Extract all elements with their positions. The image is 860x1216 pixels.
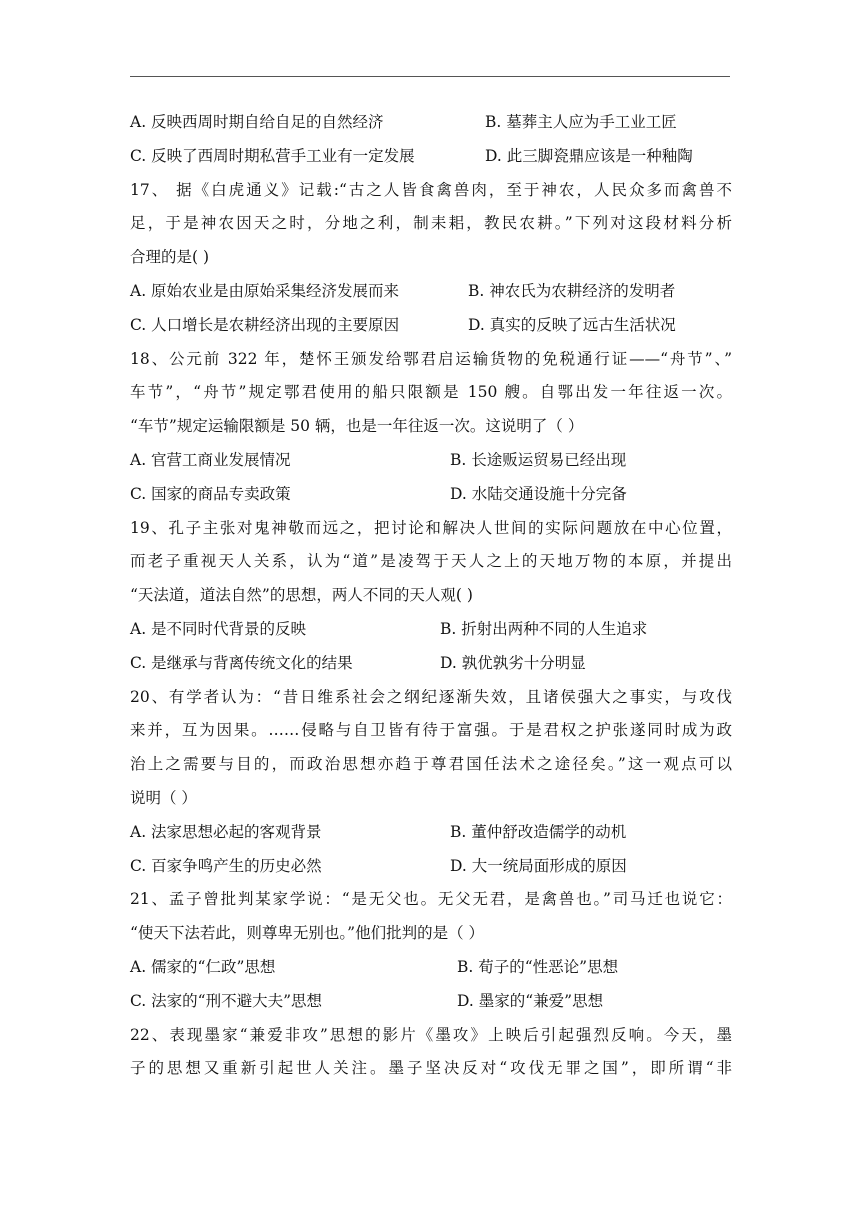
q18-option-b: B. 长途贩运贸易已经出现 <box>450 450 627 469</box>
q18-stem-line-2: 车节”，“舟节”规定鄂君使用的船只限额是 150 艘。自鄂出发一年往返一次。 <box>130 383 732 402</box>
q18-options-row-2 <box>130 478 732 512</box>
q17-option-d: D. 真实的反映了远古生活状况 <box>468 315 676 334</box>
q21-option-b: B. 荀子的“性恶论”思想 <box>457 957 619 976</box>
q22-stem-line-2: 子的思想又重新引起世人关注。墨子坚决反对“攻伐无罪之国”，即所谓“非 <box>130 1059 732 1078</box>
q16-option-d: D. 此三脚瓷鼎应该是一种釉陶 <box>485 146 693 165</box>
q20-option-a: A. 法家思想必起的客观背景 <box>130 822 322 841</box>
q18-option-c: C. 国家的商品专卖政策 <box>130 484 291 503</box>
q22-stem-line-1: 22、表现墨家“兼爱非攻”思想的影片《墨攻》上映后引起强烈反响。今天，墨 <box>130 1025 732 1044</box>
q16-option-b: B. 墓葬主人应为手工业工匠 <box>485 113 677 131</box>
q20-option-c: C. 百家争鸣产生的历史必然 <box>130 856 322 875</box>
q20-option-d: D. 大一统局面形成的原因 <box>450 856 627 875</box>
q17-option-b: B. 神农氏为农耕经济的发明者 <box>468 281 676 300</box>
exam-page <box>130 106 732 1086</box>
q18-option-d: D. 水陆交通设施十分完备 <box>450 484 627 503</box>
header-rule <box>130 76 730 77</box>
q19-stem-line-3: “天法道，道法自然”的思想，两人不同的天人观( ) <box>130 586 473 605</box>
q19-option-a: A. 是不同时代背景的反映 <box>130 619 307 638</box>
q21-stem-line-2: “使天下法若此，则尊卑无别也。”他们批判的是（ ） <box>130 924 485 943</box>
q16-options-row-1 <box>130 106 732 140</box>
q21-options-row-1 <box>130 951 732 985</box>
q21-option-c: C. 法家的“刑不避大夫”思想 <box>130 991 323 1010</box>
q20-options-row-2 <box>130 850 732 884</box>
q16-options-row-2 <box>130 140 732 174</box>
q19-stem-line-1: 19、孔子主张对鬼神敬而远之，把讨论和解决人世间的实际问题放在中心位置， <box>130 518 732 537</box>
q21-options-row-2 <box>130 985 732 1019</box>
q19-option-b: B. 折射出两种不同的人生追求 <box>440 619 648 638</box>
q17-stem-line-2: 足，于是神农因天之时，分地之利，制耒耜，教民农耕。”下列对这段材料分析 <box>130 214 732 233</box>
q18-option-a: A. 官营工商业发展情况 <box>130 450 291 469</box>
q19-stem-line-2: 而老子重视天人关系，认为“道”是凌驾于天人之上的天地万物的本原，并提出 <box>130 552 732 571</box>
q20-stem-line-4: 说明（ ） <box>130 788 197 807</box>
q16-option-a: A. 反映西周时期自给自足的自然经济 <box>130 113 384 131</box>
q17-options-row-1 <box>130 275 732 309</box>
q19-option-d: D. 孰优孰劣十分明显 <box>440 653 586 672</box>
q17-options-row-2 <box>130 309 732 343</box>
q18-stem-line-3: “车节”规定运输限额是 50 辆，也是一年往返一次。这说明了（ ） <box>130 417 584 436</box>
q17-option-c: C. 人口增长是农耕经济出现的主要原因 <box>130 315 400 334</box>
q20-stem-line-2: 来并，互为因果。……侵略与自卫皆有待于富强。于是君权之护张遂同时成为政 <box>130 721 732 740</box>
q20-stem-line-3: 治上之需要与目的，而政治思想亦趋于尊君国任法术之途径矣。”这一观点可以 <box>130 755 732 774</box>
q19-options-row-2 <box>130 647 732 681</box>
q21-option-a: A. 儒家的“仁政”思想 <box>130 957 276 976</box>
q17-stem-line-3: 合理的是( ) <box>130 248 210 267</box>
q17-stem-line-1: 17、 据《白虎通义》记载:“古之人皆食禽兽肉，至于神农，人民众多而禽兽不 <box>130 180 732 199</box>
q20-stem-line-1: 20、有学者认为：“昔日维系社会之纲纪逐渐失效，且诸侯强大之事实，与攻伐 <box>130 687 732 706</box>
q19-option-c: C. 是继承与背离传统文化的结果 <box>130 653 353 672</box>
q18-stem-line-1: 18、公元前 322 年，楚怀王颁发给鄂君启运输货物的免税通行证——“舟节”、” <box>130 349 732 368</box>
q20-option-b: B. 董仲舒改造儒学的动机 <box>450 822 627 841</box>
q21-option-d: D. 墨家的“兼爱”思想 <box>457 991 604 1010</box>
q16-option-c: C. 反映了西周时期私营手工业有一定发展 <box>130 146 415 165</box>
q20-options-row-1 <box>130 816 732 850</box>
q19-options-row-1 <box>130 613 732 647</box>
q17-option-a: A. 原始农业是由原始采集经济发展而来 <box>130 281 400 300</box>
q21-stem-line-1: 21、孟子曾批判某家学说：“是无父也。无父无君，是禽兽也。”司马迁也说它： <box>130 890 732 909</box>
q18-options-row-1 <box>130 444 732 478</box>
